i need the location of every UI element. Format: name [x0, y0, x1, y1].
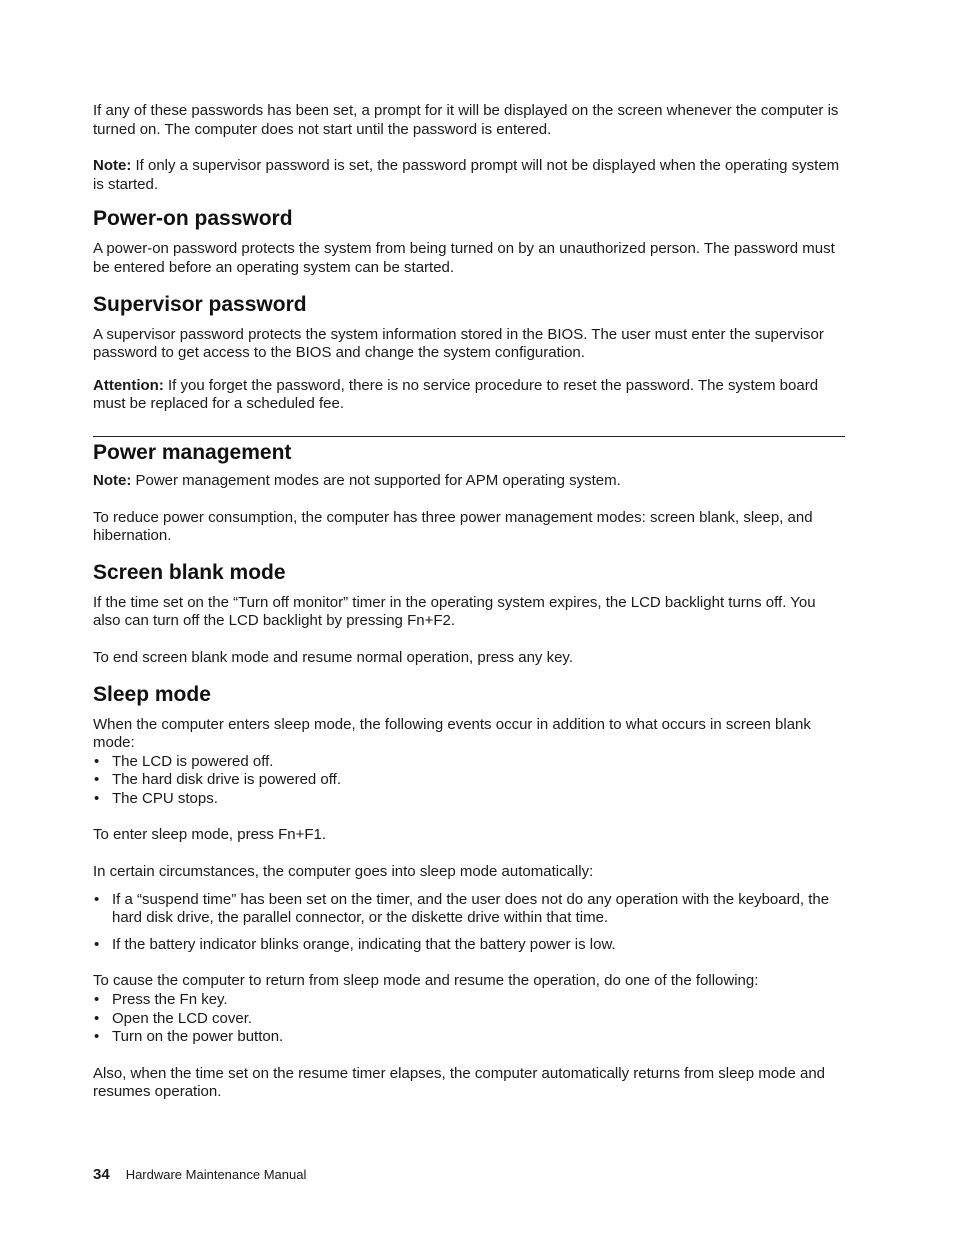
- sleep-paragraph-5: Also, when the time set on the resume timer elapses, the computer automatically returns from sleep mode and resumes operation.: [93, 1064, 826, 1101]
- attention-label: Attention:: [93, 376, 164, 394]
- note-text: If only a supervisor password is set, the password prompt will not be displayed when the operating system is started.: [93, 157, 840, 193]
- page-number: 34: [93, 1166, 110, 1183]
- intro-note: [93, 157, 845, 194]
- section-divider: [93, 436, 845, 437]
- list-item: • The LCD is powered off.: [93, 753, 845, 772]
- sleep-paragraph-4: To cause the computer to return from sleep mode and resume the operation, do one of the following:: [93, 972, 759, 990]
- heading-power-on-password: Power-on password: [93, 207, 293, 231]
- sleep-events-list: [93, 753, 845, 809]
- list-item: • Press the Fn key.: [93, 991, 845, 1010]
- supervisor-paragraph: A supervisor password protects the system information stored in the BIOS. The user must enter the supervisor password to get access to the BIOS and change the system configuration.: [93, 325, 824, 362]
- list-item: • Open the LCD cover.: [93, 1010, 845, 1029]
- manual-title: Hardware Maintenance Manual: [125, 1167, 307, 1182]
- screen-blank-paragraph-2: To end screen blank mode and resume normal operation, press any key.: [93, 648, 573, 666]
- sleep-paragraph-1: When the computer enters sleep mode, the following events occur in addition to what occurs in screen blank mode:: [93, 715, 811, 752]
- power-on-paragraph: A power-on password protects the system from being turned on by an unauthorized person. The password must be entered before an operating system can be started.: [93, 240, 835, 276]
- list-item: • If a “suspend time” has been set on the timer, and the user does not do any operation with the keyboard, the hard disk drive, the parallel connector, or the diskette drive within that time.: [93, 891, 845, 928]
- list-item: • The hard disk drive is powered off.: [93, 771, 845, 790]
- document-page: [93, 102, 845, 1102]
- attention-text: If you forget the password, there is no service procedure to reset the password. The system board must be replaced for a scheduled fee.: [93, 376, 819, 413]
- list-item: • If the battery indicator blinks orange, indicating that the battery power is low.: [93, 936, 845, 955]
- sleep-resume-list: [93, 991, 845, 1047]
- page-footer: [93, 1166, 306, 1183]
- heading-supervisor-password: Supervisor password: [93, 292, 307, 316]
- sleep-paragraph-3: In certain circumstances, the computer goes into sleep mode automatically:: [93, 863, 594, 881]
- list-item: • Turn on the power button.: [93, 1028, 845, 1047]
- sleep-paragraph-2: To enter sleep mode, press Fn+F1.: [93, 826, 327, 844]
- note-label: Note:: [93, 157, 132, 175]
- intro-paragraph: If any of these passwords has been set, a prompt for it will be displayed on the screen whenever the computer is turned on. The computer does not start until the password is entered.: [93, 102, 839, 138]
- note-label: Note:: [93, 471, 132, 489]
- sleep-auto-list: [93, 891, 845, 955]
- note-text: Power management modes are not supported for APM operating system.: [131, 471, 621, 489]
- power-management-paragraph: To reduce power consumption, the computer has three power management modes: screen blank, sleep, and hibernation.: [93, 508, 813, 545]
- list-item: • The CPU stops.: [93, 790, 845, 809]
- screen-blank-paragraph-1: If the time set on the “Turn off monitor” timer in the operating system expires, the LCD backlight turns off. You also can turn off the LCD backlight by pressing Fn+F2.: [93, 593, 816, 630]
- attention-note: [93, 377, 845, 414]
- heading-sleep-mode: Sleep mode: [93, 682, 211, 706]
- power-management-note: [93, 472, 845, 491]
- heading-power-management: Power management: [93, 440, 292, 464]
- heading-screen-blank-mode: Screen blank mode: [93, 560, 286, 584]
